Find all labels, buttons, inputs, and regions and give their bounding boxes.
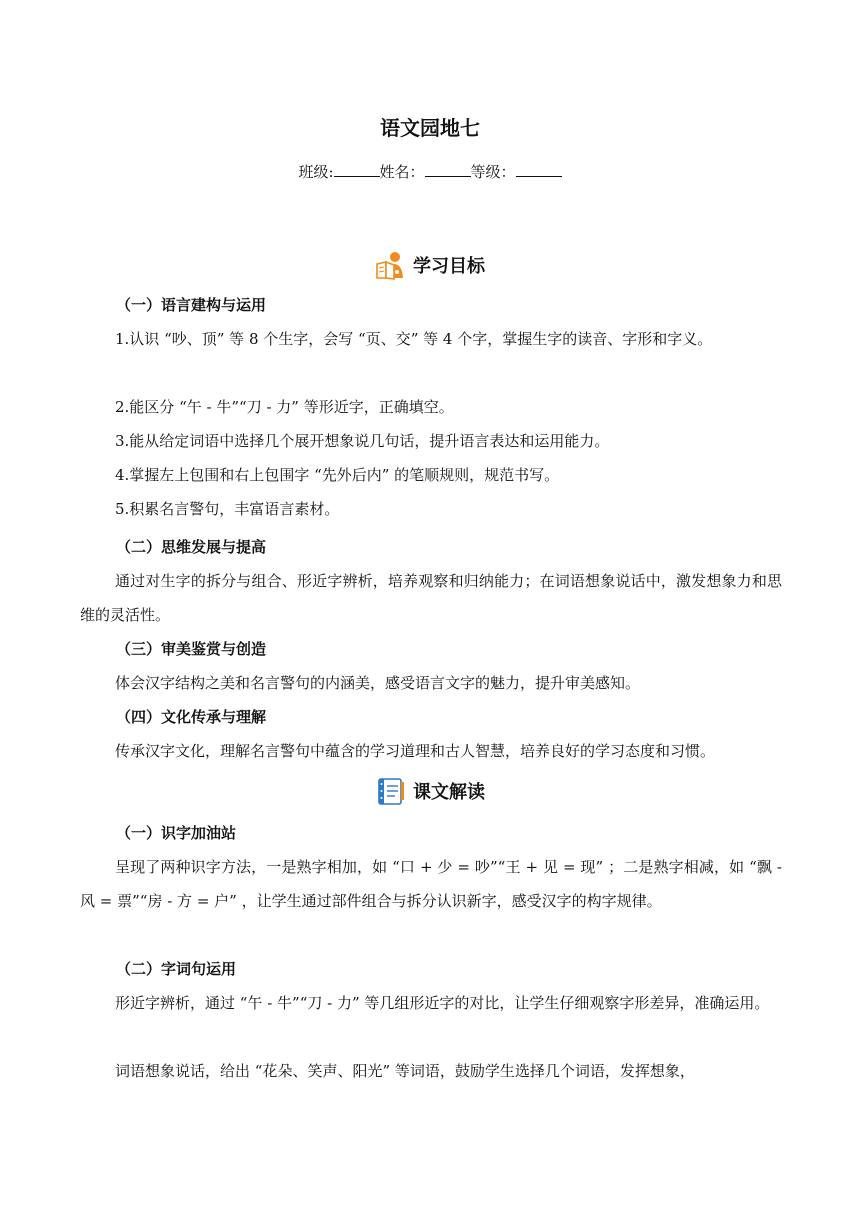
objectives-subhead-4: （四）文化传承与理解 — [116, 708, 267, 726]
name-blank — [425, 162, 471, 177]
objective-item-4: 4.掌握左上包围和右上包围字 “先外后内” 的笔顺规则，规范书写。 — [115, 466, 560, 484]
objectives-subhead-2: （二）思维发展与提高 — [116, 538, 267, 556]
objectives-paragraph-4: 传承汉字文化，理解名言警句中蕴含的学习道理和古人智慧，培养良好的学习态度和习惯。 — [115, 742, 716, 760]
interpretation-paragraph-2: 形近字辨析，通过 “午 - 牛”“刀 - 力” 等几组形近字的对比，让学生仔细观察字形差异，准确运用。 — [115, 994, 770, 1012]
interpretation-paragraph-1: 呈现了两种识字方法，一是熟字相加，如 “口 + 少 = 吵”“王 + 见 = 现” ；二是熟字相减，如 “飘 - 风 = 票”“房 - 方 = 户” ，让学生通过部件组合与拆分认识新字，感受汉字的构字规律。 — [80, 858, 782, 910]
reading-person-icon — [375, 250, 407, 280]
interpretation-subhead-1: （一）识字加油站 — [116, 824, 237, 842]
objectives-subhead-3: （三）审美鉴赏与创造 — [116, 640, 267, 658]
class-blank — [334, 162, 380, 177]
interpretation-subhead-2: （二）字词句运用 — [116, 960, 237, 978]
objective-item-1: 1.认识 “吵、顶” 等 8 个生字，会写 “页、交” 等 4 个字，掌握生字的读音、字形和字义。 — [115, 330, 713, 348]
interpretation-heading-text: 课文解读 — [413, 782, 485, 803]
objectives-heading — [0, 252, 860, 282]
interpretation-paragraph-3: 词语想象说话，给出 “花朵、笑声、阳光” 等词语，鼓励学生选择几个词语，发挥想象， — [115, 1062, 695, 1080]
objectives-heading-text: 学习目标 — [413, 256, 485, 277]
student-info-line — [0, 160, 860, 184]
interpretation-heading — [0, 778, 860, 808]
name-label: 姓名： — [379, 163, 425, 181]
objectives-paragraph-2: 通过对生字的拆分与组合、形近字辨析，培养观察和归纳能力；在词语想象说话中，激发想象力和思维的灵活性。 — [80, 572, 782, 624]
objectives-paragraph-3: 体会汉字结构之美和名言警句的内涵美，感受语言文字的魅力，提升审美感知。 — [115, 674, 641, 692]
objective-item-3: 3.能从给定词语中选择几个展开想象说几句话，提升语言表达和运用能力。 — [115, 432, 610, 450]
objective-item-5: 5.积累名言警句，丰富语言素材。 — [115, 500, 340, 518]
grade-label: 等级： — [470, 163, 516, 181]
class-label: 班级: — [298, 163, 334, 181]
notebook-icon — [375, 776, 407, 806]
page-title: 语文园地七 — [380, 116, 480, 140]
objectives-subhead-1: （一）语言建构与运用 — [116, 296, 267, 314]
grade-blank — [516, 162, 562, 177]
objective-item-2: 2.能区分 “午 - 牛”“刀 - 力” 等形近字，正确填空。 — [115, 398, 454, 416]
